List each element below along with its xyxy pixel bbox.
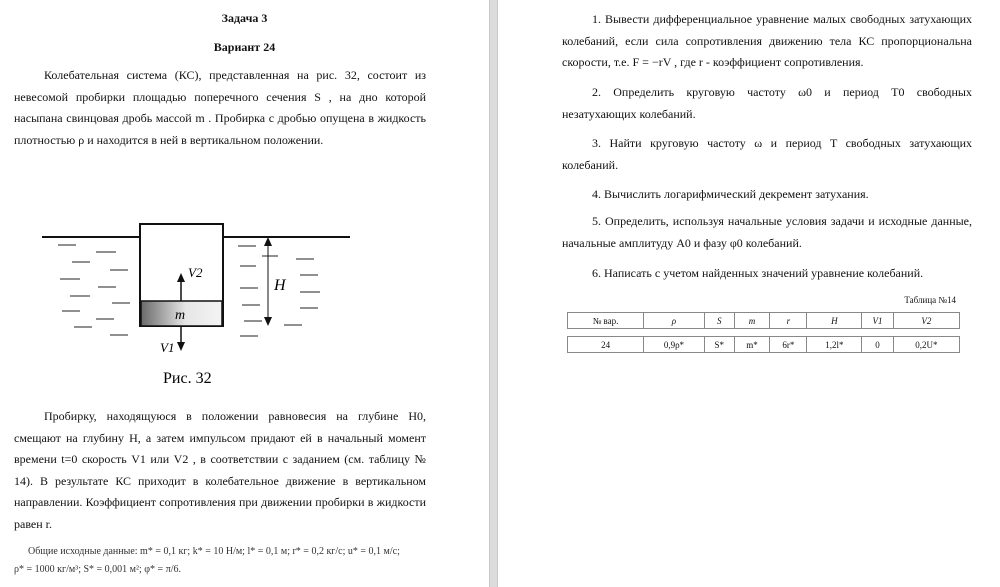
table-cell: 0	[862, 337, 893, 353]
table-cell: S*	[704, 337, 734, 353]
right-page	[498, 0, 1000, 587]
figure-32	[0, 215, 489, 395]
header-cell: m	[734, 313, 770, 329]
header-cell: H	[807, 313, 862, 329]
header-cell: r	[770, 313, 807, 329]
table-title: Таблица №14	[904, 295, 956, 305]
table-row	[568, 337, 960, 353]
table-14	[567, 312, 960, 353]
task-2: 2. Определить круговую частоту ω0 и период T0 свободных незатухающих колебаний.	[562, 85, 972, 121]
figure-caption: Рис. 32	[163, 370, 212, 387]
general-data-line-2: ρ* = 1000 кг/м³; S* = 0,001 м²; φ* = π/6.	[14, 564, 182, 575]
header-cell: № вар.	[568, 313, 644, 329]
v1-arrow	[177, 326, 185, 351]
table-cell: 6r*	[770, 337, 807, 353]
v2-label: V2	[188, 265, 203, 280]
task-4: 4. Вычислить логарифмический декремент затухания.	[592, 187, 869, 201]
header-cell: V1	[862, 313, 893, 329]
page-gap	[489, 0, 498, 587]
header-cell: S	[704, 313, 734, 329]
table-header-row	[568, 313, 960, 329]
general-data-line-1: Общие исходные данные: m* = 0,1 кг; k* = 10 Н/м; l* = 0,1 м; r* = 0,2 кг/с; u* = 0,1 м/с;	[28, 546, 400, 557]
h-label: H	[274, 277, 286, 294]
header-cell: ρ	[644, 313, 705, 329]
v1-label: V1	[160, 340, 175, 355]
table-cell: 0,9ρ*	[644, 337, 705, 353]
header-cell: V2	[893, 313, 959, 329]
table-cell: 24	[568, 337, 644, 353]
task-title: Задача 3	[221, 11, 268, 25]
table-cell: m*	[734, 337, 770, 353]
table-cell: 0,2U*	[893, 337, 959, 353]
h-dimension	[264, 237, 272, 326]
body-paragraph: Пробирку, находящуюся в положении равновесия на глубине H0, смещают на глубину H, а затем импульсом придают ей в начальный момент времени t=0 скорость V1 или V2 , в соответствии с заданием (см. таблицу № 14). В результате КС приходит в колебательное движение в вертикальном направлении. Коэффициент сопротивления при движении пробирки в жидкости равен r.	[14, 409, 426, 531]
mass-label: m	[175, 308, 186, 323]
table-cell: 1,2l*	[807, 337, 862, 353]
intro-paragraph: Колебательная система (КС), представленная на рис. 32, состоит из невесомой пробирки площадью поперечного сечения S , на дно которой насыпана свинцовая дробь массой m . Пробирка с дробью опущена в жидкость плотностью ρ и находится в ней в вертикальном положении.	[14, 68, 426, 147]
task-5: 5. Определить, используя начальные условия задачи и исходные данные, начальные амплитуду A0 и фазу φ0 колебаний.	[562, 214, 972, 250]
task-6: 6. Написать с учетом найденных значений уравнение колебаний.	[592, 266, 924, 280]
task-3: 3. Найти круговую частоту ω и период T свободных затухающих колебаний.	[562, 136, 972, 172]
variant-title: Вариант 24	[213, 40, 276, 54]
left-page	[0, 0, 489, 587]
task-1: 1. Вывести дифференциальное уравнение малых свободных затухающих колебаний, если сила сопротивления движению тела КС пропорциональна скорости, т.е. F = −rV , где r - коэффициент сопротивления.	[562, 12, 972, 69]
